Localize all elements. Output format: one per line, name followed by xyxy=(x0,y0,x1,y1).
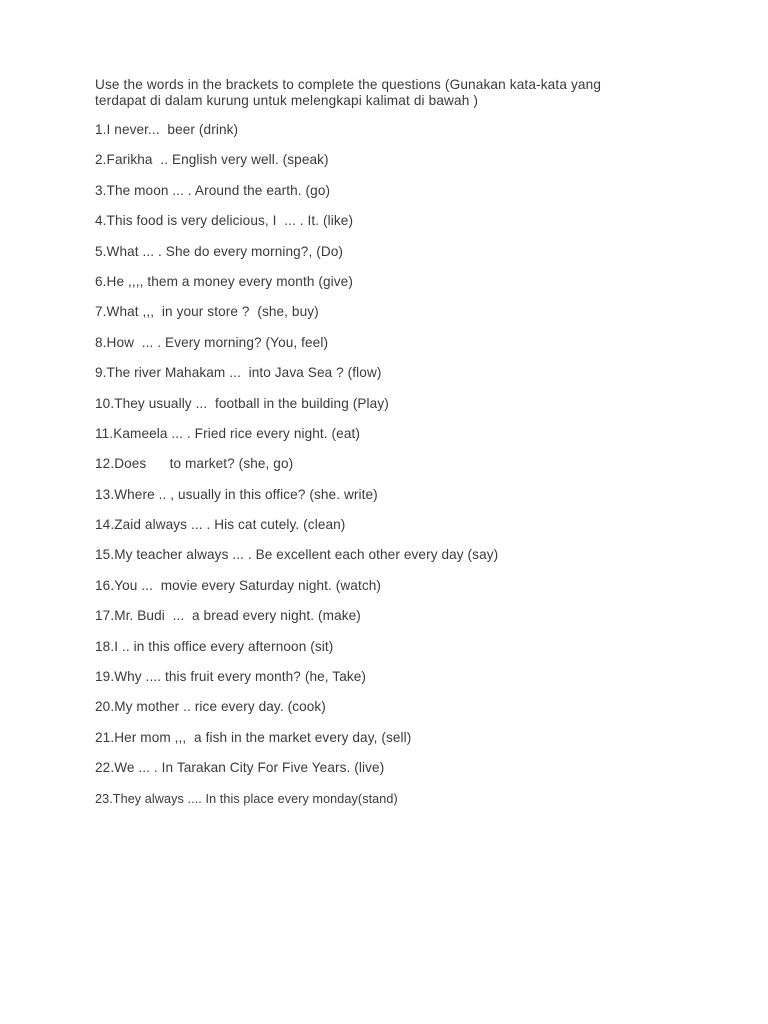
question-item: 2.Farikha .. English very well. (speak) xyxy=(95,152,329,168)
question-item: 4.This food is very delicious, I ... . It. (like) xyxy=(95,213,354,229)
question-item: 19.Why .... this fruit every month? (he, Take) xyxy=(95,669,367,685)
question-item: 14.Zaid always ... . His cat cutely. (clean) xyxy=(95,517,346,533)
question-item: 13.Where .. , usually in this office? (she. write) xyxy=(95,486,378,502)
question-item: 1.I never... beer (drink) xyxy=(95,122,239,137)
question-item: 6.He ,,,, them a money every month (give) xyxy=(95,273,353,289)
instructions-text xyxy=(95,77,735,109)
instructions-line-2: terdapat di dalam kurung untuk melengkapi kalimat di bawah ) xyxy=(95,93,479,108)
question-item: 7.What ,,, in your store ? (she, buy) xyxy=(95,304,319,320)
question-item: 23.They always .... In this place every monday(stand) xyxy=(95,791,398,806)
question-item: 21.Her mom ,,, a fish in the market every day, (sell) xyxy=(95,729,412,745)
question-item: 10.They usually ... football in the building (Play) xyxy=(95,395,389,411)
question-item: 9.The river Mahakam ... into Java Sea ? (flow) xyxy=(95,365,382,381)
instructions-line-1: Use the words in the brackets to complete the questions (Gunakan kata-kata yang xyxy=(95,77,602,92)
question-item: 11.Kameela ... . Fried rice every night. (eat) xyxy=(95,425,361,441)
question-item: 22.We ... . In Tarakan City For Five Years. (live) xyxy=(95,760,385,776)
question-list xyxy=(95,122,735,821)
question-item: 16.You ... movie every Saturday night. (watch) xyxy=(95,577,382,593)
question-item: 5.What ... . She do every morning?, (Do) xyxy=(95,243,344,259)
question-item: 18.I .. in this office every afternoon (sit) xyxy=(95,638,334,654)
question-item: 15.My teacher always ... . Be excellent each other every day (say) xyxy=(95,547,499,563)
question-item: 12.Does to market? (she, go) xyxy=(95,456,294,472)
question-item: 3.The moon ... . Around the earth. (go) xyxy=(95,182,331,198)
question-item: 20.My mother .. rice every day. (cook) xyxy=(95,699,326,715)
question-item: 17.Mr. Budi ... a bread every night. (make) xyxy=(95,608,361,624)
question-item: 8.How ... . Every morning? (You, feel) xyxy=(95,334,329,350)
